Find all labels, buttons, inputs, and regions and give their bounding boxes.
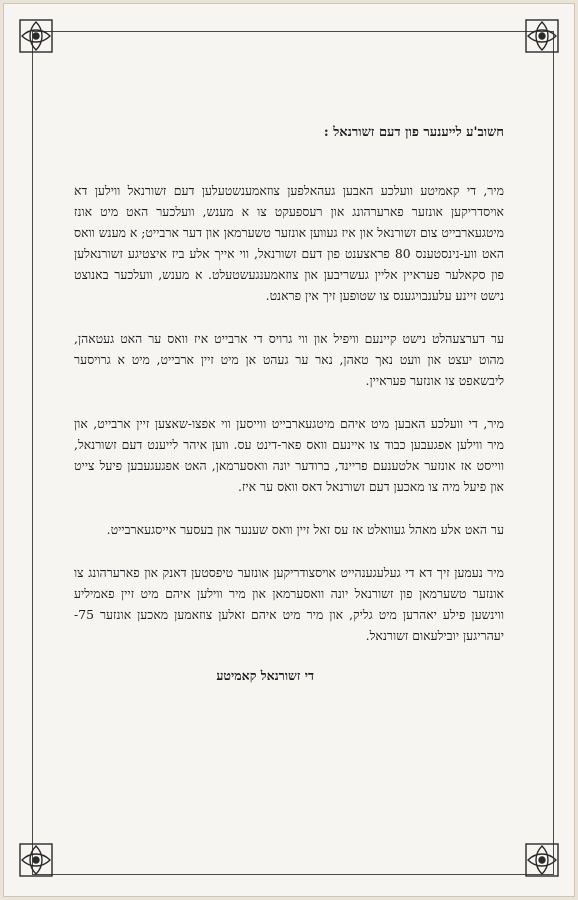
corner-ornament-icon: [520, 14, 564, 58]
corner-ornament-icon: [520, 838, 564, 882]
letter-paragraph: ער האט אלע מאהל געוואלט אז עס זאל זיין וואס שענער און בעסער אייסגעארבייט.: [106, 522, 504, 537]
corner-ornament-icon: [14, 14, 58, 58]
letter-paragraph: מיר, די וועלכע האבען מיט איהם מיטגעארבייט ווייסען ווי אפצו-שאצען זיין ארבייט, און מיר ווילען אפגעבען כבוד צו איינעם וואס פאר-דינט עס. ווען איהר לייענט דעם זשורנאל, ווייסט אז אונזער אלטענעם פריינד, ברודער יונה וואסערמאן, האט אפגעגעבען פיעל צייט און פיעל מיה צו מאכען דעם זשורנאל דאס וואס ער איז.: [74, 416, 504, 494]
letter-salutation: חשוב'ע לייענער פון דעם זשורנאל :: [323, 125, 504, 140]
letter-body: [74, 124, 504, 697]
letter-paragraph: ער דערצעהלט נישט קיינעם וויפיל און ווי גרויס די ארבייט איז וואס ער האט געטאהן, מהוט יעצט און וועט נאך טאהן, נאר ער געהט אן מיט זיין ארבייט, מיט א גרויסער ליבשאפט צו אונזער פעראיין.: [74, 331, 504, 388]
letter-paragraph: מיר, די קאמיטע וועלכע האבען געהאלפען צוזאמענשטעלען דעם זשורנאל ווילען דא אויסדריקען אונזער פארערהונג און רעספעקט צו א מענש, וועלכער האט מיט אונז מיטגעארבייט צום זשורנאל און איז געווען אונזער טשערמאן און דער ארבייט; א מענש וואס האט ווע-נינסטענס 80 פראצענט פון דעם זשורנאל, ווי אייך אלע ביז איצטיגע זשורנאלען פון סקאלער פעראיין אליין געשריבען און צוזאמענגעשטעלט. א מענש, וועלכער באנוצט נישט זיינע עלענבויגענס צו שטופען זיך אין פראנט.: [74, 183, 504, 303]
letter-signature: די זשורנאל קאמיטע: [216, 668, 314, 683]
corner-ornament-icon: [14, 838, 58, 882]
document-page: [3, 3, 575, 897]
letter-paragraph: מיר נעמען זיך דא די געלעגענהייט אויסצודריקען אונזער טיפסטען דאנק און פארערהונג צו אונזער טשערמאן פון זשורנאל יונה וואסערמאן און מיר ווילען איהם מיט זיין פאמיליע ווינשען פילע יאהרען מיט גליק, און מיר מיט איהם זאלען צוזאמען מאכען אונזער 75-יעהריגען יובילעאום זשורנאל.: [74, 565, 504, 643]
